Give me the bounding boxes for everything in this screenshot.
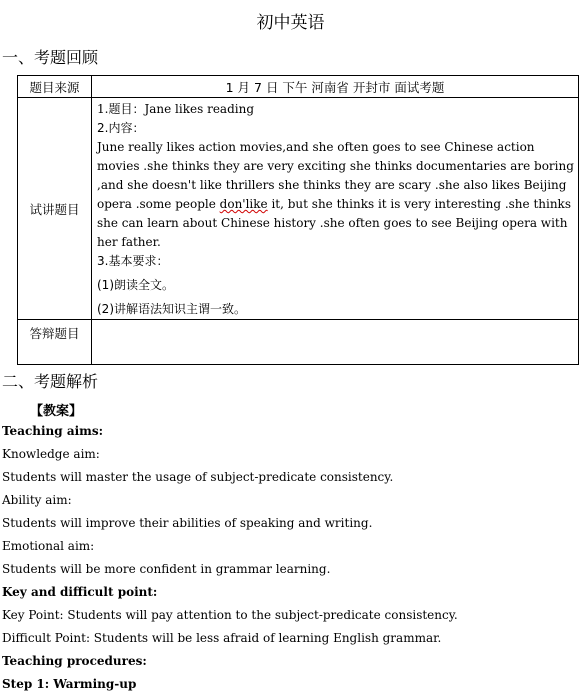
- topic-line: 1.题目：Jane likes reading: [97, 102, 255, 116]
- table-row-trial: [18, 98, 579, 320]
- requirement-2: (2)讲解语法知识主谓一致。: [97, 302, 246, 316]
- ability-aim-label: Ability aim:: [2, 493, 72, 507]
- key-point-text: Key Point: Students will pay attention to the subject-predicate consistency.: [2, 608, 458, 622]
- defense-content: [92, 320, 579, 365]
- passage-after: it, but she thinks it is very interesting .she thinks she can learn about Chinese history .she often goes to see Beijing opera with her father.: [97, 197, 571, 249]
- table-row-defense: [18, 320, 579, 365]
- knowledge-aim-text: Students will master the usage of subject-predicate consistency.: [2, 470, 394, 484]
- passage-before: June really likes action movies,and she often goes to see Chinese action movies .she thinks they are very exciting she thinks documentaries are boring ,and she doesn't like thrillers she thinks they are scary .she also likes Beijing opera .some people: [97, 140, 574, 211]
- key-difficult-heading: Key and difficult point:: [2, 585, 158, 599]
- teaching-procedures-heading: Teaching procedures:: [2, 654, 147, 668]
- ability-aim-text: Students will improve their abilities of speaking and writing.: [2, 516, 373, 530]
- section-heading-review: 一、考题回顾: [2, 48, 99, 67]
- section-heading-analysis: 二、考题解析: [2, 372, 99, 391]
- emotional-aim-label: Emotional aim:: [2, 539, 95, 553]
- emotional-aim-text: Students will be more confident in grammar learning.: [2, 562, 331, 576]
- exam-info-table: [17, 75, 579, 365]
- knowledge-aim-label: Knowledge aim:: [2, 447, 100, 461]
- source-value: 1 月 7 日 下午 河南省 开封市 面试考题: [92, 76, 579, 98]
- passage-text: [97, 138, 574, 252]
- requirements-label: 3.基本要求：: [97, 254, 169, 268]
- difficult-point-text: Difficult Point: Students will be less afraid of learning English grammar.: [2, 631, 442, 645]
- step1-heading: Step 1: Warming-up: [2, 677, 137, 691]
- passage-marked-word: don'like: [219, 197, 268, 211]
- content-label: 2.内容：: [97, 121, 145, 135]
- lesson-plan-label: 【教案】: [30, 404, 83, 419]
- table-row-source: [18, 76, 579, 98]
- trial-label: 试讲题目: [18, 98, 92, 320]
- source-label: 题目来源: [18, 76, 92, 98]
- trial-content: [92, 98, 579, 320]
- document-title: 初中英语: [256, 13, 325, 33]
- teaching-aims-heading: Teaching aims:: [2, 424, 104, 438]
- defense-label: 答辩题目: [18, 320, 92, 365]
- requirement-1: (1)朗读全文。: [97, 278, 174, 292]
